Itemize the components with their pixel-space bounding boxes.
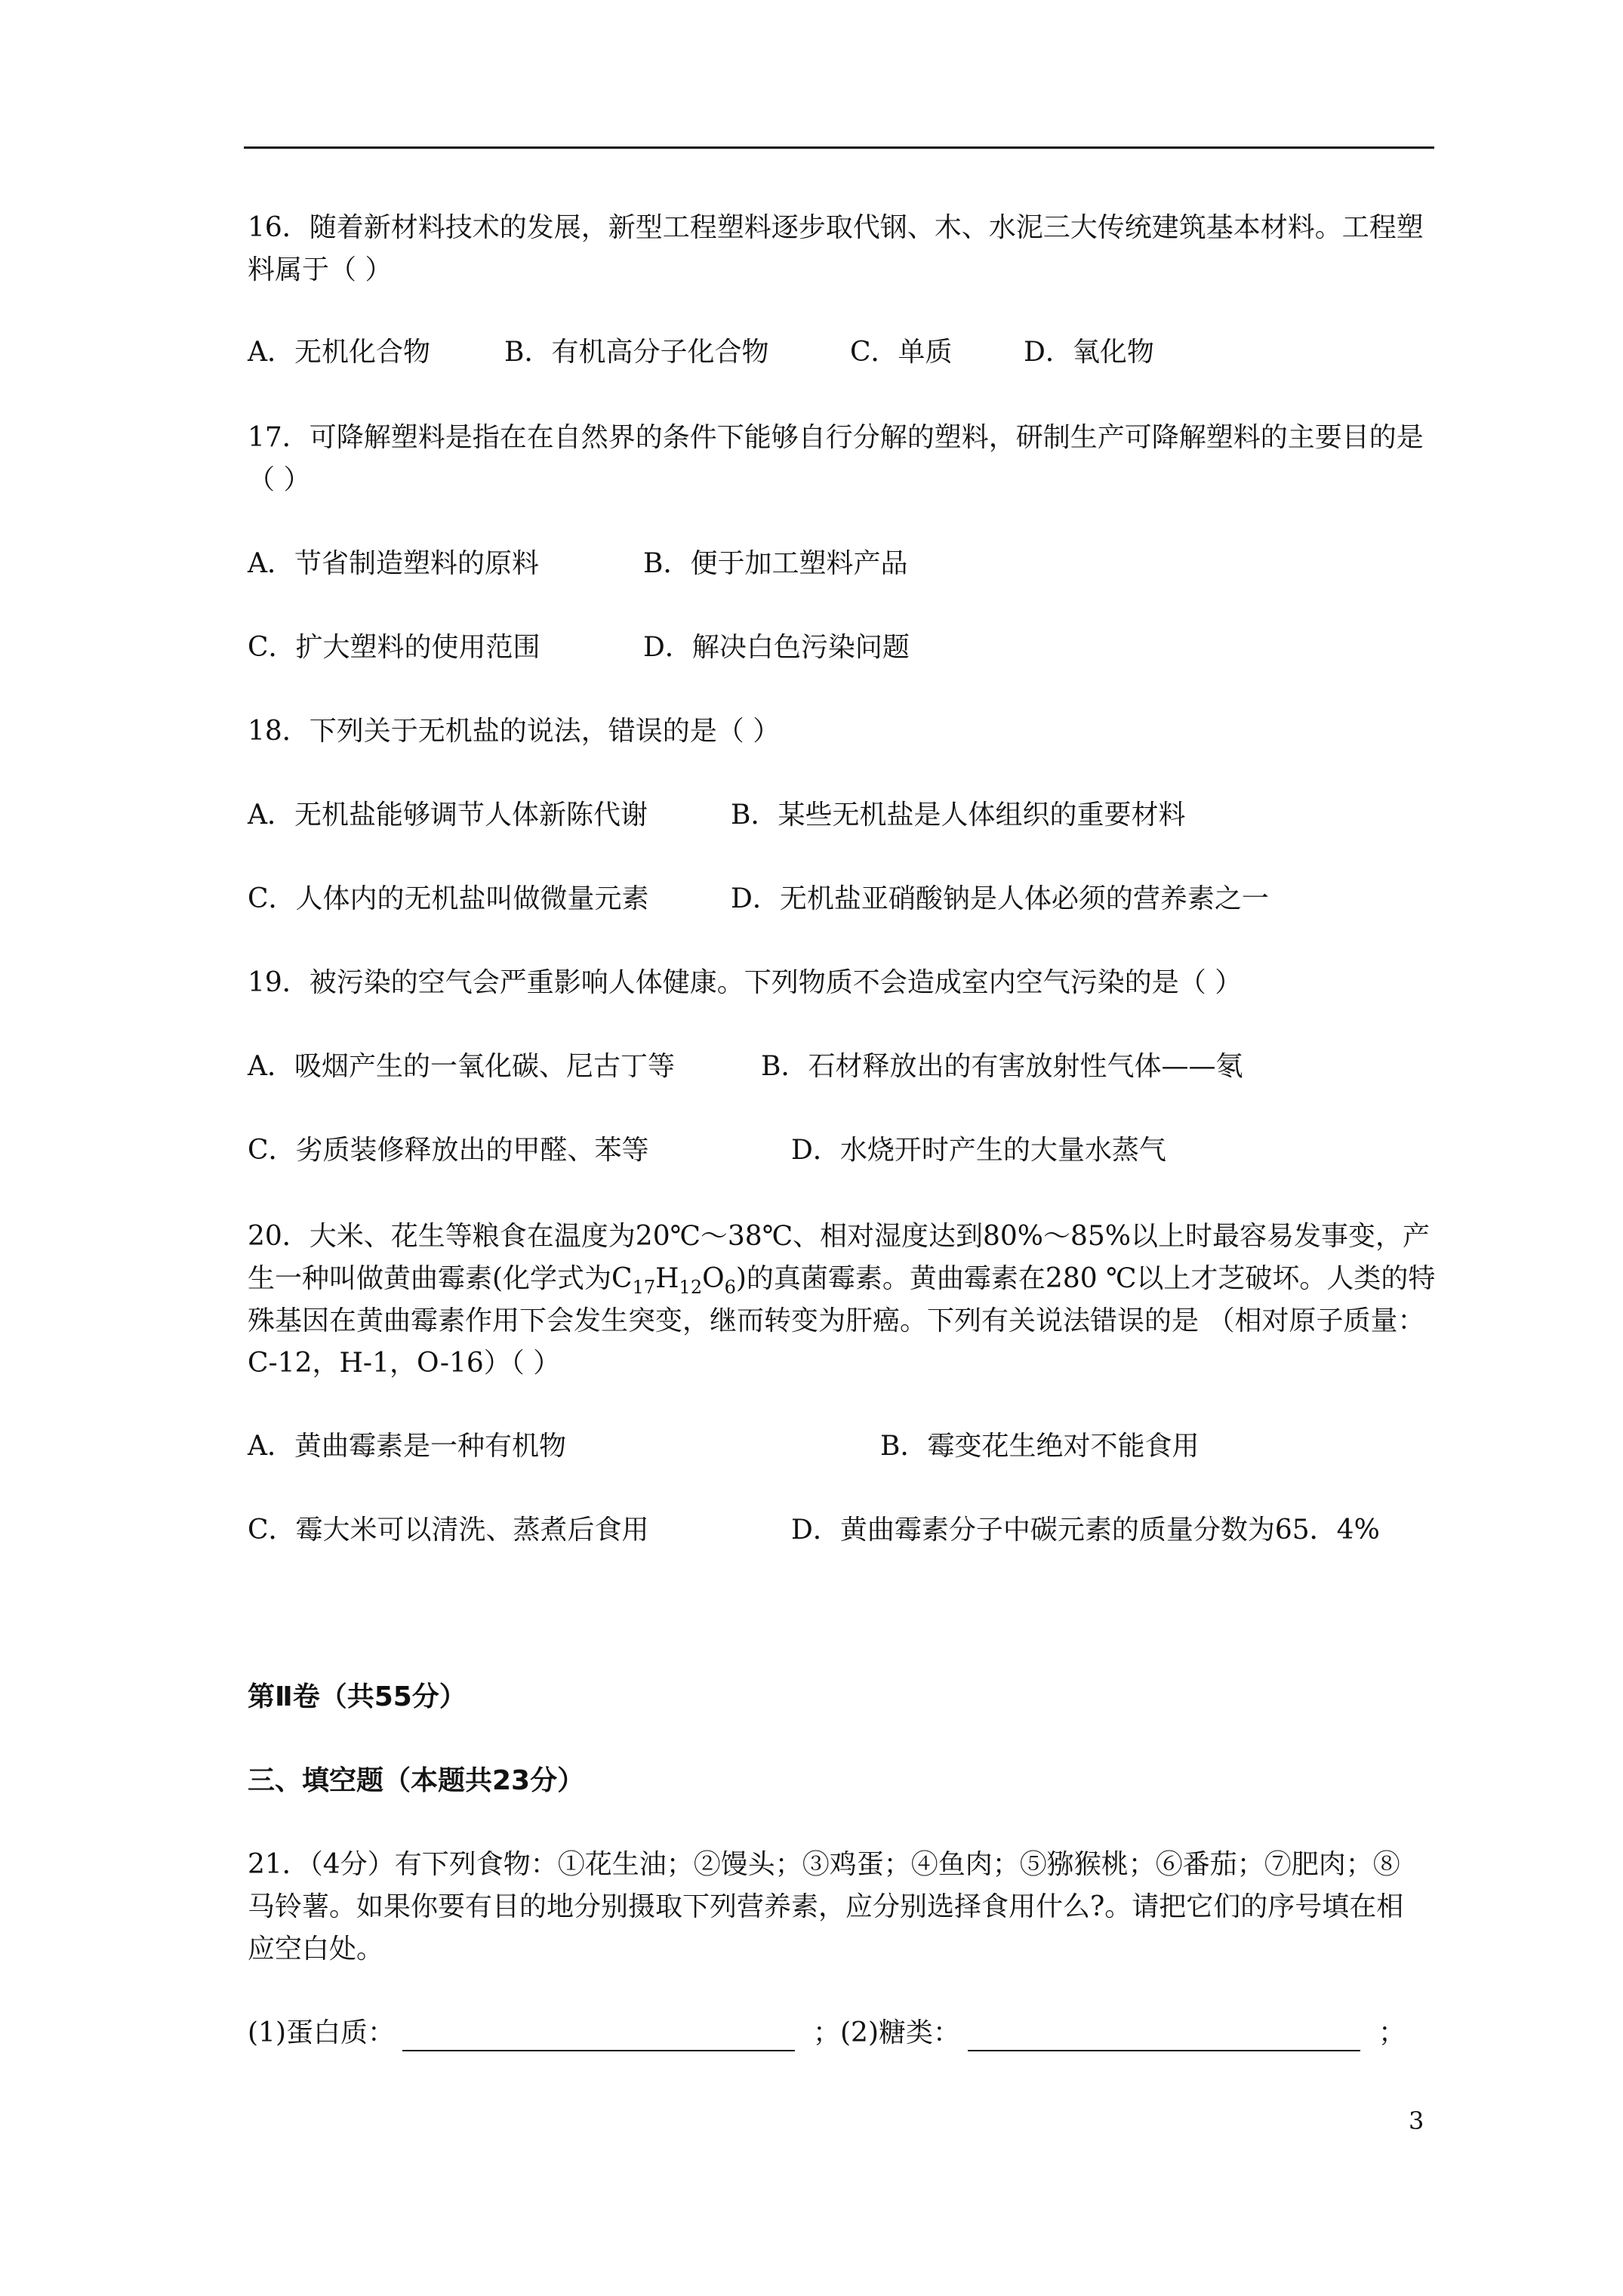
q20-options-row2 xyxy=(248,1512,1455,1549)
q17-option-a: A．节省制造塑料的原料 xyxy=(248,548,539,579)
q20-formula-o: O xyxy=(702,1263,725,1294)
q18-stem: 18．下列关于无机盐的说法，错误的是（ ） xyxy=(248,716,781,747)
q17-options-row1 xyxy=(248,546,1455,582)
q16-option-d: D．氧化物 xyxy=(1024,337,1154,368)
q20-stem-line4: C-12，H-1，O-16）（ ） xyxy=(248,1348,561,1379)
page-number: 3 xyxy=(1409,2106,1424,2135)
q19-option-a: A．吸烟产生的一氧化碳、尼古丁等 xyxy=(248,1051,675,1082)
q20-option-b: B．霉变花生绝对不能食用 xyxy=(880,1431,1200,1462)
q17-option-d: D．解决白色污染问题 xyxy=(643,632,910,663)
q21-fill1-label: (1)蛋白质： xyxy=(248,2017,395,2048)
q19-options-row1 xyxy=(248,1049,1455,1085)
q20-formula-sub-12: 12 xyxy=(679,1277,703,1299)
q21-sugar-blank[interactable] xyxy=(968,2023,1360,2051)
q19-options-row2 xyxy=(248,1133,1455,1169)
q20-formula-h: H xyxy=(655,1263,679,1294)
q17-stem-line1: 17．可降解塑料是指在在自然界的条件下能够自行分解的塑料，研制生产可降解塑料的主要目的是 xyxy=(248,422,1424,453)
q20-options-row1 xyxy=(248,1428,1455,1465)
q20-stem-line1: 20．大米、花生等粮食在温度为20℃～38℃、相对湿度达到80%～85%以上时最容易发事变，产 xyxy=(248,1221,1431,1252)
q20-formula-sub-17: 17 xyxy=(632,1277,656,1299)
q19-stem: 19．被污染的空气会严重影响人体健康。下列物质不会造成室内空气污染的是（ ） xyxy=(248,967,1243,998)
q16-stem-line2: 料属于（ ） xyxy=(248,254,393,285)
q18-option-d: D．无机盐亚硝酸钠是人体必须的营养素之一 xyxy=(731,883,1269,914)
q17-options-row2 xyxy=(248,630,1455,666)
q20-line2-start: 生一种叫做黄曲霉素(化学式为C xyxy=(248,1263,633,1294)
q17-stem-line2: （ ） xyxy=(248,464,311,495)
q20-formula-sub-6: 6 xyxy=(724,1277,736,1299)
q16-options xyxy=(248,334,1455,371)
q16-option-c: C．单质 xyxy=(850,337,953,368)
q17-option-b: B．便于加工塑料产品 xyxy=(643,548,908,579)
q19-option-d: D．水烧开时产生的大量水蒸气 xyxy=(791,1135,1166,1166)
part-3-heading: 三、填空题（本题共23分） xyxy=(248,1765,585,1796)
q18-option-c: C．人体内的无机盐叫做微量元素 xyxy=(248,883,649,914)
q21-fill-row xyxy=(248,2015,1406,2051)
q16-option-a: A．无机化合物 xyxy=(248,337,430,368)
q20-stem-line2 xyxy=(248,1261,1435,1297)
q21-fill-end: ； xyxy=(1378,2017,1406,2048)
section-2-title: 第Ⅱ卷（共55分） xyxy=(248,1681,467,1712)
q16-stem-line1: 16．随着新材料技术的发展，新型工程塑料逐步取代钢、木、水泥三大传统建筑基本材料。工程塑 xyxy=(248,212,1424,243)
q21-protein-blank[interactable] xyxy=(402,2023,795,2051)
q21-stem-line2: 马铃薯。如果你要有目的地分别摄取下列营养素，应分别选择食用什么?。请把它们的序号填在相 xyxy=(248,1891,1404,1922)
q18-options-row2 xyxy=(248,881,1455,917)
q21-fill2-label: (2)糖类： xyxy=(840,2017,961,2048)
q19-option-b: B．石材释放出的有害放射性气体——氡 xyxy=(761,1051,1243,1082)
q20-stem-line3: 殊基因在黄曲霉素作用下会发生突变，继而转变为肝癌。下列有关说法错误的是 （相对原子质量： xyxy=(248,1305,1425,1336)
q20-option-a: A．黄曲霉素是一种有机物 xyxy=(248,1431,566,1462)
q21-fill-separator: ； xyxy=(813,2017,841,2048)
q16-option-b: B．有机高分子化合物 xyxy=(504,337,769,368)
q17-option-c: C．扩大塑料的使用范围 xyxy=(248,632,540,663)
q18-option-b: B．某些无机盐是人体组织的重要材料 xyxy=(731,800,1186,831)
q20-option-c: C．霉大米可以清洗、蒸煮后食用 xyxy=(248,1515,649,1546)
q20-option-d: D．黄曲霉素分子中碳元素的质量分数为65．4% xyxy=(791,1515,1380,1546)
q21-stem-line1: 21．（4分）有下列食物：①花生油；②馒头；③鸡蛋；④鱼肉；⑤猕猴桃；⑥番茄；⑦肥肉；⑧ xyxy=(248,1849,1400,1880)
q18-option-a: A．无机盐能够调节人体新陈代谢 xyxy=(248,800,648,831)
q18-options-row1 xyxy=(248,797,1455,834)
q21-stem-line3: 应空白处。 xyxy=(248,1934,384,1965)
q19-option-c: C．劣质装修释放出的甲醛、苯等 xyxy=(248,1135,649,1166)
header-rule xyxy=(244,146,1434,149)
q20-line2-end: )的真菌霉素。黄曲霉素在280 ℃以上才芝破坏。人类的特 xyxy=(735,1263,1436,1294)
